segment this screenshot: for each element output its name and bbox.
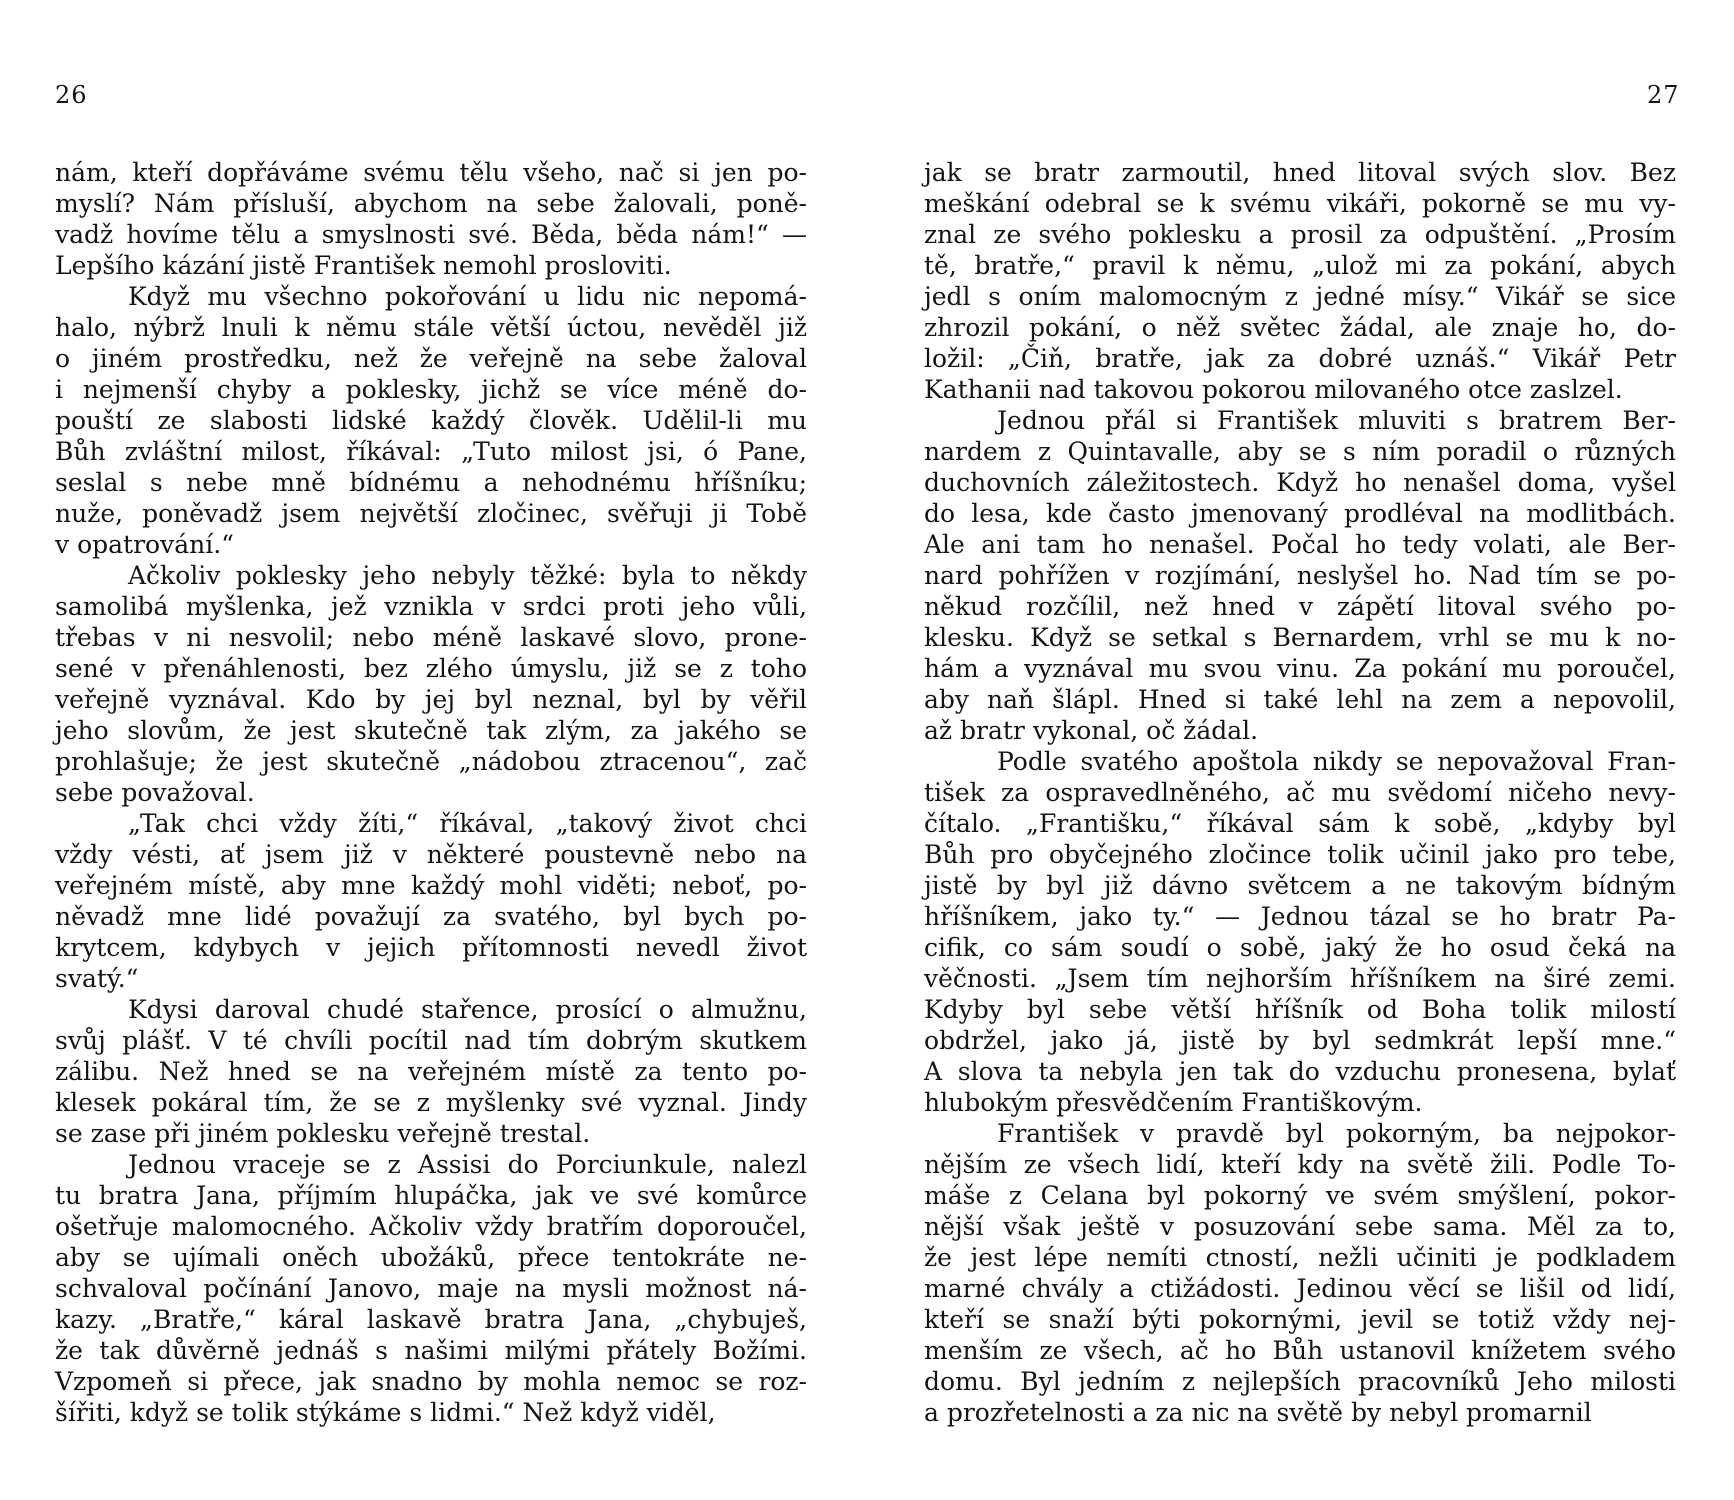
text-line: schvaloval počínání Janovo, maje na mysli možnost ná- bbox=[55, 1274, 807, 1303]
text-line: sebe považoval. bbox=[55, 778, 255, 807]
text-line: Lepšího kázání jistě František nemohl prosloviti. bbox=[55, 251, 672, 280]
text-line: Ačkoliv poklesky jeho nebyly těžké: byla to někdy bbox=[128, 561, 807, 590]
text-line: klesku. Když se setkal s Bernardem, vrhl se mu k no- bbox=[924, 623, 1676, 652]
text-line: krytcem, kdybych v jejich přítomnosti nevedl život bbox=[55, 933, 807, 962]
text-line: Kdyby byl sebe větší hříšník od Boha tolik milostí bbox=[924, 995, 1676, 1024]
text-line: třebas v ni nesvolil; nebo méně laskavé slovo, prone- bbox=[55, 623, 807, 652]
text-line: „Tak chci vždy žíti,“ říkával, „takový život chci bbox=[128, 809, 807, 838]
text-line: samolibá myšlenka, jež vznikla v srdci proti jeho vůli, bbox=[55, 592, 807, 621]
text-line: A slova ta nebyla jen tak do vzduchu pronesena, bylať bbox=[924, 1057, 1676, 1086]
text-line: tu bratra Jana, příjmím hlupáčka, jak ve své komůrce bbox=[55, 1181, 807, 1210]
page-number-right: 27 bbox=[1647, 81, 1680, 109]
text-line: Ale ani tam ho nenašel. Počal ho tedy volati, ale Ber- bbox=[924, 530, 1676, 559]
text-line: veřejném místě, aby mne každý mohl viděti; neboť, po- bbox=[55, 871, 807, 900]
text-line: nard pohřížen v rozjímání, neslyšel ho. Nad tím se po- bbox=[924, 561, 1676, 590]
text-line: jedl s oním malomocným z jedné mísy.“ Vikář se sice bbox=[924, 282, 1676, 311]
text-line: kazy. „Bratře,“ káral laskavě bratra Jana, „chybuješ, bbox=[55, 1305, 807, 1334]
text-line: svatý.“ bbox=[55, 964, 139, 993]
text-line: čítalo. „Františku,“ říkával sám k sobě, „kdyby byl bbox=[924, 809, 1676, 838]
text-line: nějším ze všech lidí, kteří kdy na světě žili. Podle To- bbox=[924, 1150, 1676, 1179]
text-line: v opatrování.“ bbox=[55, 530, 234, 559]
text-line: Bůh zvláštní milost, říkával: „Tuto milost jsi, ó Pane, bbox=[55, 437, 807, 466]
text-line: až bratr vykonal, oč žádal. bbox=[924, 716, 1259, 745]
text-line: domu. Byl jedním z nejlepších pracovníků Jeho milosti bbox=[924, 1367, 1676, 1396]
text-line: jistě by byl již dávno světcem a ne takovým bídným bbox=[924, 871, 1676, 900]
right-page-text bbox=[924, 157, 1676, 1428]
text-line: Podle svatého apoštola nikdy se nepovažoval Fran- bbox=[997, 747, 1676, 776]
page-number-left: 26 bbox=[55, 81, 88, 109]
text-line: věčnosti. „Jsem tím nejhorším hříšníkem na širé zemi. bbox=[924, 964, 1676, 993]
text-line: znal ze svého poklesku a prosil za odpuštění. „Prosím bbox=[924, 220, 1676, 249]
text-line: ložil: „Čiň, bratře, jak za dobré uznáš.“ Vikář Petr bbox=[924, 344, 1676, 373]
text-line: tě, bratře,“ pravil k němu, „ulož mi za pokání, abych bbox=[924, 251, 1676, 280]
text-line: Jednou přál si František mluviti s bratrem Ber- bbox=[997, 406, 1676, 435]
text-line: jak se bratr zarmoutil, hned litoval svých slov. Bez bbox=[924, 158, 1676, 187]
text-line: šířiti, když se tolik stýkáme s lidmi.“ Než když viděl, bbox=[55, 1398, 716, 1427]
text-line: Jednou vraceje se z Assisi do Porciunkule, nalezl bbox=[128, 1150, 807, 1179]
text-line: svůj plášť. V té chvíli pocítil nad tím dobrým skutkem bbox=[55, 1026, 807, 1055]
text-line: hříšníkem, jako ty.“ — Jednou tázal se ho bratr Pa- bbox=[924, 902, 1676, 931]
text-line: František v pravdě byl pokorným, ba nejpokor- bbox=[997, 1119, 1676, 1148]
text-line: nější však ještě v posuzování sebe sama. Měl za to, bbox=[924, 1212, 1676, 1241]
text-line: klesek pokáral tím, že se z myšlenky své vyznal. Jindy bbox=[55, 1088, 807, 1117]
text-line: Kathanii nad takovou pokorou milovaného otce zaslzel. bbox=[924, 375, 1623, 404]
text-line: aby naň šlápl. Hned si také lehl na zem a nepovolil, bbox=[924, 685, 1676, 714]
text-line: myslí? Nám přísluší, abychom na sebe žalovali, poně- bbox=[55, 189, 807, 218]
text-line: něvadž mne lidé považují za svatého, byl bych po- bbox=[55, 902, 807, 931]
text-line: Kdysi daroval chudé stařence, prosící o almužnu, bbox=[128, 995, 807, 1024]
text-line: halo, nýbrž lnuli k němu stále větší úctou, nevěděl již bbox=[55, 313, 807, 342]
text-line: tišek za ospravedlněného, ač mu svědomí ničeho nevy- bbox=[924, 778, 1676, 807]
text-line: duchovních záležitostech. Když ho nenašel doma, vyšel bbox=[924, 468, 1676, 497]
text-line: kteří se snaží býti pokornými, jevil se totiž vždy nej- bbox=[924, 1305, 1676, 1334]
text-line: zhrozil pokání, o něž světec žádal, ale znaje ho, do- bbox=[924, 313, 1676, 342]
text-line: Vzpomeň si přece, jak snadno by mohla nemoc se roz- bbox=[55, 1367, 807, 1396]
text-line: vždy vésti, ať jsem již v některé poustevně nebo na bbox=[55, 840, 807, 869]
text-line: aby se ujímali oněch ubožáků, přece tentokráte ne- bbox=[55, 1243, 807, 1272]
left-page-text bbox=[55, 157, 807, 1428]
text-line: prohlašuje; že jest skutečně „nádobou ztracenou“, zač bbox=[55, 747, 807, 776]
text-line: menším ze všech, ač ho Bůh ustanovil knížetem svého bbox=[924, 1336, 1676, 1365]
text-line: hlubokým přesvědčením Františkovým. bbox=[924, 1088, 1423, 1117]
text-line: nuže, poněvadž jsem největší zločinec, svěřuji ji Tobě bbox=[55, 499, 807, 528]
text-line: a prozřetelnosti a za nic na světě by nebyl promarnil bbox=[924, 1398, 1592, 1427]
text-line: do lesa, kde často jmenovaný prodléval na modlitbách. bbox=[924, 499, 1676, 528]
text-line: Když mu všechno pokořování u lidu nic nepomá- bbox=[128, 282, 807, 311]
text-line: nám, kteří dopřáváme svému tělu všeho, nač si jen po- bbox=[55, 158, 807, 187]
text-line: zálibu. Než hned se na veřejném místě za tento po- bbox=[55, 1057, 807, 1086]
text-line: obdržel, jako já, jistě by byl sedmkrát lepší mne.“ bbox=[924, 1026, 1676, 1055]
text-line: Bůh pro obyčejného zločince tolik učinil jako pro tebe, bbox=[924, 840, 1676, 869]
text-line: někud rozčílil, než hned v zápětí litoval svého po- bbox=[924, 592, 1676, 621]
text-line: sené v přenáhlenosti, bez zlého úmyslu, již se z toho bbox=[55, 654, 807, 683]
text-line: i nejmenší chyby a poklesky, jichž se více méně do- bbox=[55, 375, 807, 404]
text-line: nardem z Quintavalle, aby se s ním poradil o různých bbox=[924, 437, 1676, 466]
text-line: se zase při jiném poklesku veřejně trestal. bbox=[55, 1119, 591, 1148]
text-line: veřejně vyznával. Kdo by jej byl neznal, byl by věřil bbox=[55, 685, 807, 714]
text-line: ošetřuje malomocného. Ačkoliv vždy bratřím doporoučel, bbox=[55, 1212, 807, 1241]
text-line: máše z Celana byl pokorný ve svém smýšlení, pokor- bbox=[924, 1181, 1676, 1210]
text-line: o jiném prostředku, než že veřejně na sebe žaloval bbox=[55, 344, 807, 373]
text-line: jeho slovům, že jest skutečně tak zlým, za jakého se bbox=[55, 716, 807, 745]
right-page bbox=[867, 0, 1734, 1500]
text-line: pouští ze slabosti lidské každý člověk. Udělil-li mu bbox=[55, 406, 807, 435]
text-line: že jest lépe nemíti ctností, nežli učiniti je podkladem bbox=[924, 1243, 1676, 1272]
text-line: že tak důvěrně jednáš s našimi milými přátely Božími. bbox=[55, 1336, 807, 1365]
text-line: cifik, co sám soudí o sobě, jaký že ho osud čeká na bbox=[924, 933, 1676, 962]
text-line: hám a vyznával mu svou vinu. Za pokání mu poroučel, bbox=[924, 654, 1676, 683]
text-line: seslal s nebe mně bídnému a nehodnému hříšníku; bbox=[55, 468, 807, 497]
text-line: marné chvály a ctižádosti. Jedinou věcí se lišil od lidí, bbox=[924, 1274, 1676, 1303]
text-line: vadž hovíme tělu a smyslnosti své. Běda, běda nám!“ — bbox=[55, 220, 807, 249]
text-line: meškání odebral se k svému vikáři, pokorně se mu vy- bbox=[924, 189, 1676, 218]
